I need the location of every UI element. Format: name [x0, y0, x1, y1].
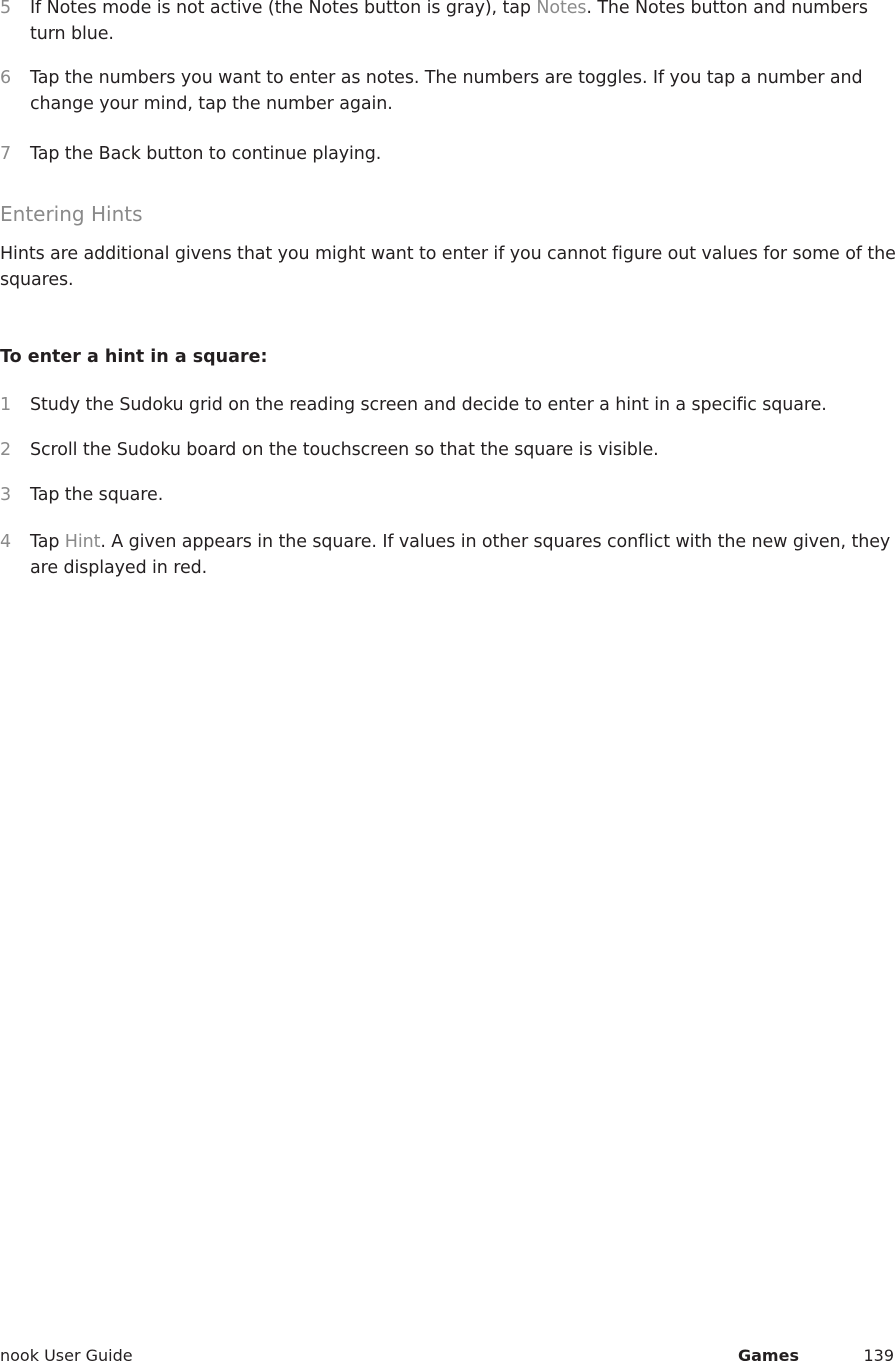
procedure-title: To enter a hint in a square:: [0, 347, 268, 367]
step-text: Study the Sudoku grid on the reading screen and decide to enter a hint in a specific square.: [30, 395, 827, 415]
section-heading: Entering Hints: [0, 202, 143, 226]
hint-ui-term: Hint: [64, 532, 101, 552]
step-text: Tap the Back button to continue playing.: [30, 144, 382, 164]
page-footer: [0, 1344, 896, 1368]
step-text: [30, 0, 896, 47]
step-number: 3: [0, 485, 12, 505]
step-6: [0, 65, 896, 117]
step-3: [0, 482, 896, 508]
step-text: [30, 529, 896, 581]
step-2: [0, 437, 896, 463]
step-text: Scroll the Sudoku board on the touchscreen so that the square is visible.: [30, 440, 659, 460]
section-intro: Hints are additional givens that you might want to enter if you cannot figure out values for some of the squares.: [0, 244, 896, 290]
step-text-part: If Notes mode is not active (the Notes button is gray), tap: [30, 0, 537, 18]
step-5: [0, 0, 896, 47]
footer-guide-title: nook User Guide: [0, 1346, 133, 1365]
notes-ui-term: Notes: [536, 0, 587, 18]
step-7: [0, 141, 896, 167]
step-number: 5: [0, 0, 12, 18]
step-text-part: Tap: [30, 532, 65, 552]
step-number: 6: [0, 68, 12, 88]
step-4: [0, 529, 896, 581]
step-text-part: . A given appears in the square. If values in other squares conflict with the new given, they are displayed in red.: [30, 532, 891, 578]
step-number: 7: [0, 144, 12, 164]
footer-chapter: Games: [738, 1346, 799, 1365]
step-number: 1: [0, 395, 12, 415]
step-text: Tap the numbers you want to enter as notes. The numbers are toggles. If you tap a number and change your mind, tap the number again.: [30, 68, 863, 114]
page-number: 139: [863, 1346, 894, 1365]
step-text-part: . The Notes button and numbers turn blue.: [30, 0, 868, 44]
step-number: 4: [0, 532, 12, 552]
step-text: Tap the square.: [30, 485, 164, 505]
step-1: [0, 392, 896, 418]
step-number: 2: [0, 440, 12, 460]
